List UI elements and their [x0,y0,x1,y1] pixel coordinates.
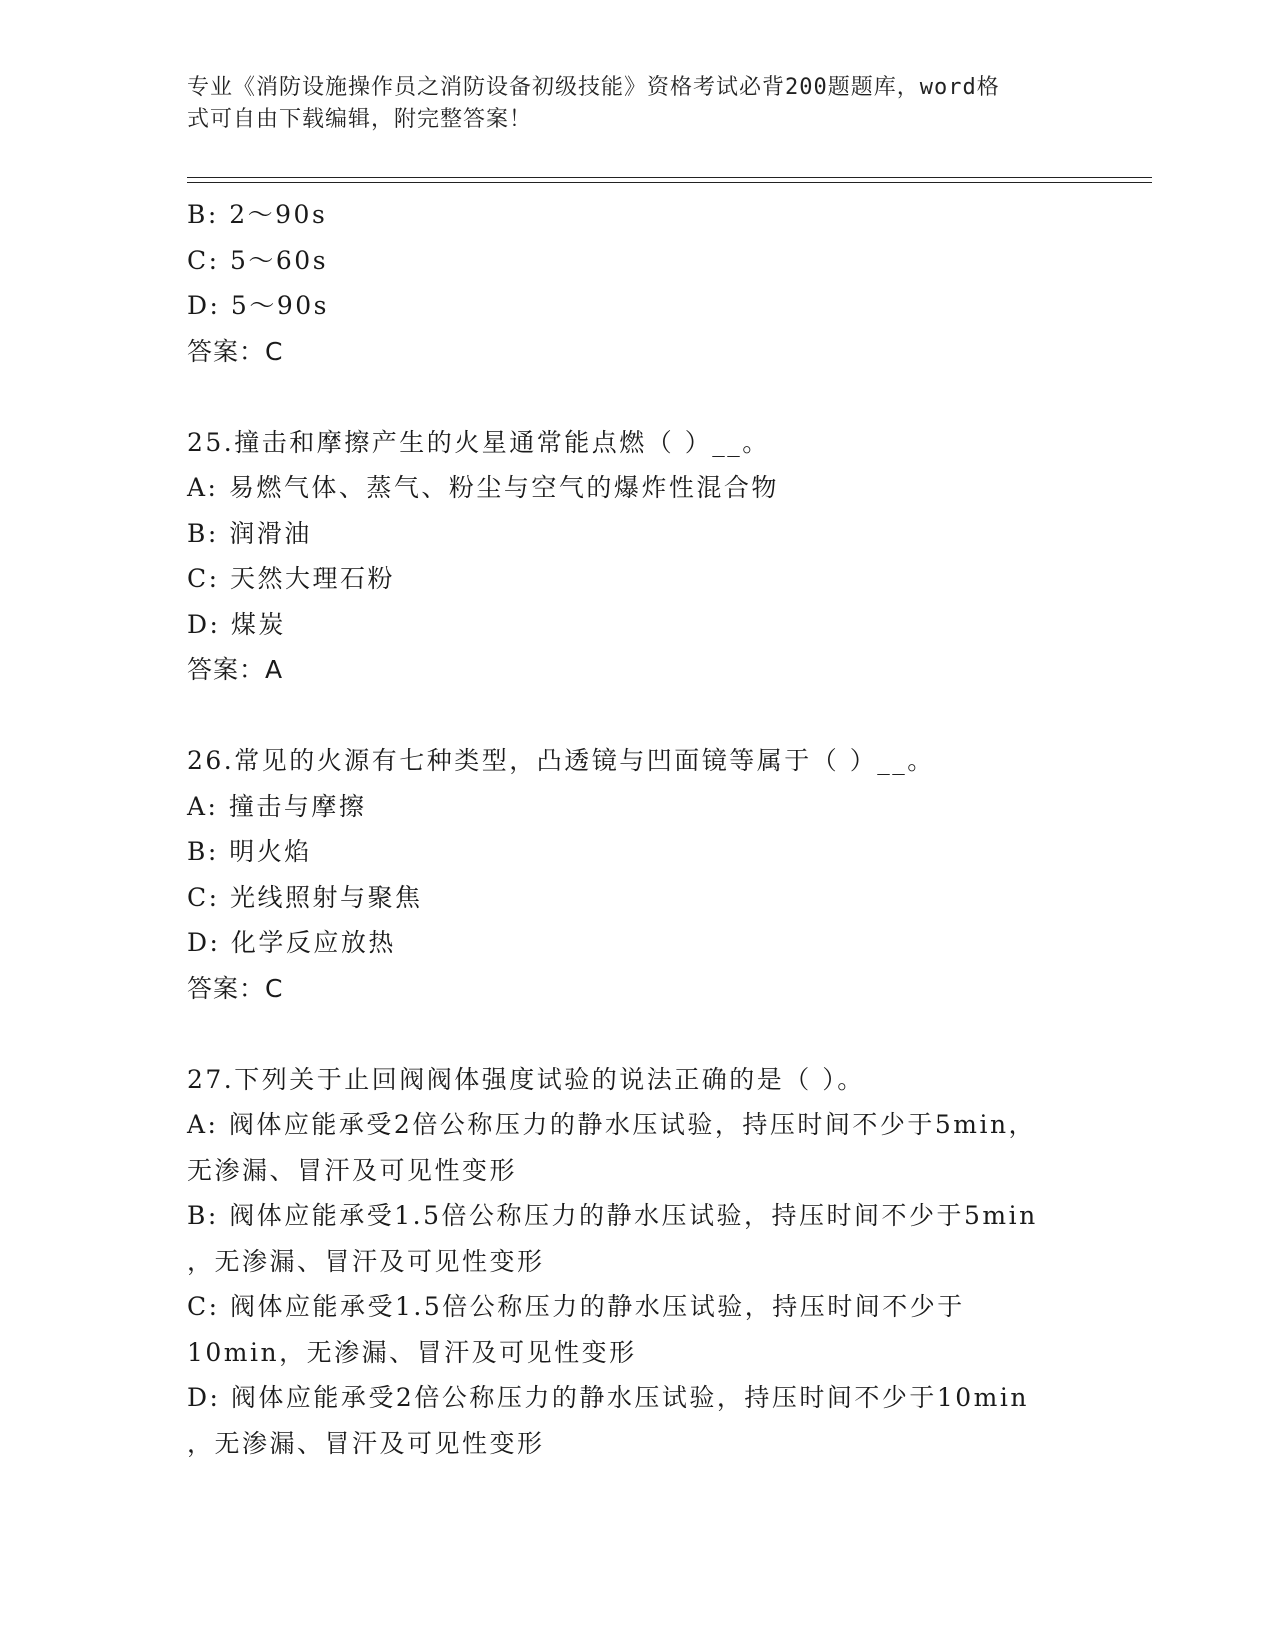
header-line-1: 专业《消防设施操作员之消防设备初级技能》资格考试必背200题题库，word格 [187,75,1000,100]
header-line-2: 式可自由下载编辑，附完整答案！ [187,107,533,132]
question-stem: 25.撞击和摩擦产生的火星通常能点燃（ ）__。 [187,427,770,457]
option-c: C: 天然大理石粉 [187,564,395,593]
document-header [187,72,1067,136]
answer-line: 答案：C [187,973,284,1003]
option-a: A: 撞击与摩擦 [187,791,367,821]
option-c-line-1: C: 阀体应能承受1.5倍公称压力的静水压试验，持压时间不少于 [187,1292,965,1321]
option-c: C: 光线照射与聚焦 [187,882,423,912]
option-a: A: 易燃气体、蒸气、粉尘与空气的爆炸性混合物 [187,473,779,502]
option-a-line-1: A: 阀体应能承受2倍公称压力的静水压试验，持压时间不少于5min， [187,1110,1037,1139]
option-d: D: 化学反应放热 [187,928,396,957]
option-b: B: 润滑油 [187,518,312,548]
option-b-line-2: ，无渗漏、冒汗及可见性变形 [187,1246,545,1276]
spacer [187,693,1077,739]
option-d-line-2: ，无渗漏、冒汗及可见性变形 [187,1428,545,1458]
option-d-line-1: D: 阀体应能承受2倍公称压力的静水压试验，持压时间不少于10min [187,1383,1029,1412]
option-d: D: 5～90s [187,291,329,320]
question-24-continued [187,192,1077,374]
option-a-line-2: 无渗漏、冒汗及可见性变形 [187,1155,518,1185]
answer-line: 答案：A [187,655,284,684]
spacer [187,1011,1077,1057]
question-stem: 27.下列关于止回阀阀体强度试验的说法正确的是（ ）。 [187,1064,865,1094]
option-b: B: 2～90s [187,200,328,229]
header-divider [187,177,1152,183]
answer-line: 答案：C [187,336,284,366]
question-27 [187,1057,1077,1467]
question-25 [187,420,1077,693]
option-c: C: 5～60s [187,245,329,275]
option-c-line-2: 10min，无渗漏、冒汗及可见性变形 [187,1337,637,1367]
question-stem: 26.常见的火源有七种类型，凸透镜与凹面镜等属于（ ）__。 [187,746,935,775]
option-b-line-1: B: 阀体应能承受1.5倍公称压力的静水压试验，持压时间不少于5min [187,1201,1038,1230]
spacer [187,374,1077,420]
question-content [187,192,1077,1466]
option-d: D: 煤炭 [187,609,286,639]
question-26 [187,738,1077,1011]
option-b: B: 明火焰 [187,837,312,866]
